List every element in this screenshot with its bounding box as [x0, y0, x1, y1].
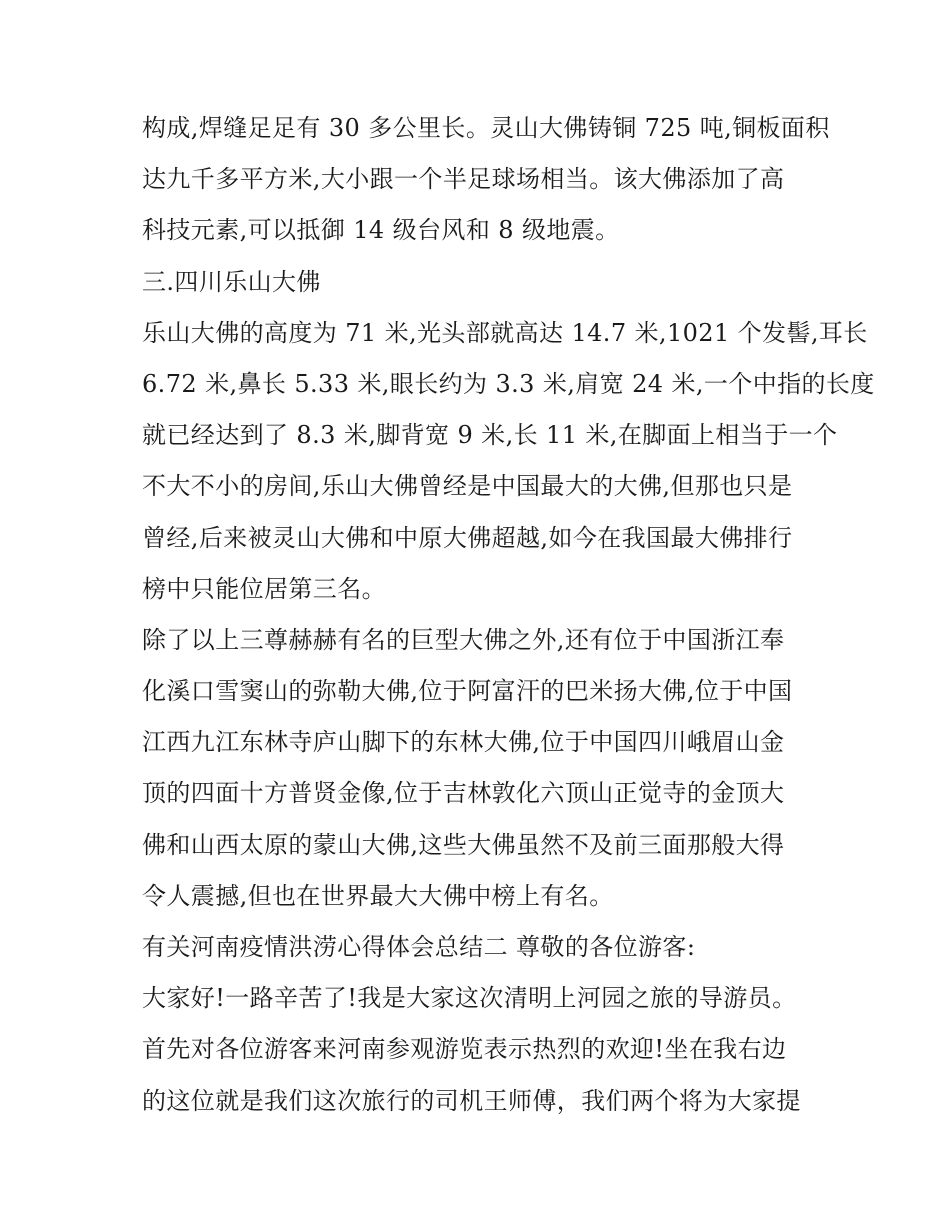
- text-line: 令人震撼,但也在世界最大大佛中榜上有名。: [142, 881, 614, 910]
- section-heading: 有关河南疫情洪涝心得体会总结二 尊敬的各位游客:: [142, 933, 696, 961]
- text-line: 构成,焊缝足足有 30 多公里长。灵山大佛铸铜 725 吨,铜板面积: [142, 114, 830, 142]
- section-heading: 三.四川乐山大佛: [142, 267, 321, 296]
- text-line: 大家好!一路辛苦了!我是大家这次清明上河园之旅的导游员。: [142, 984, 797, 1013]
- text-line: 就已经达到了 8.3 米,脚背宽 9 米,长 11 米,在脚面上相当于一个: [142, 421, 838, 450]
- text-line: 乐山大佛的高度为 71 米,光头部就高达 14.7 米,1021 个发髻,耳长: [142, 318, 868, 347]
- text-line: 的这位就是我们这次旅行的司机王师傅，我们两个将为大家提: [142, 1086, 801, 1115]
- text-line: 顶的四面十方普贤金像,位于吉林敦化六顶山正觉寺的金顶大: [142, 779, 785, 808]
- text-line: 科技元素,可以抵御 14 级台风和 8 级地震。: [142, 216, 620, 245]
- text-line: 首先对各位游客来河南参观游览表示热烈的欢迎!坐在我右边: [142, 1035, 787, 1064]
- text-line: 6.72 米,鼻长 5.33 米,眼长约为 3.3 米,肩宽 24 米,一个中指的长度: [142, 369, 875, 398]
- document-body: [142, 103, 875, 1127]
- text-line: 佛和山西太原的蒙山大佛,这些大佛虽然不及前三面那般大得: [142, 830, 785, 859]
- text-line: 曾经,后来被灵山大佛和中原大佛超越,如今在我国最大佛排行: [142, 523, 793, 552]
- text-line: 除了以上三尊赫赫有名的巨型大佛之外,还有位于中国浙江奉: [142, 625, 785, 654]
- text-line: 江西九江东林寺庐山脚下的东林大佛,位于中国四川峨眉山金: [142, 728, 785, 757]
- text-line: 不大不小的房间,乐山大佛曾经是中国最大的大佛,但那也只是: [142, 472, 793, 501]
- text-line: 达九千多平方米,大小跟一个半足球场相当。该大佛添加了高: [142, 165, 785, 194]
- text-line: 化溪口雪窦山的弥勒大佛,位于阿富汗的巴米扬大佛,位于中国: [142, 677, 793, 706]
- text-line: 榜中只能位居第三名。: [142, 574, 386, 603]
